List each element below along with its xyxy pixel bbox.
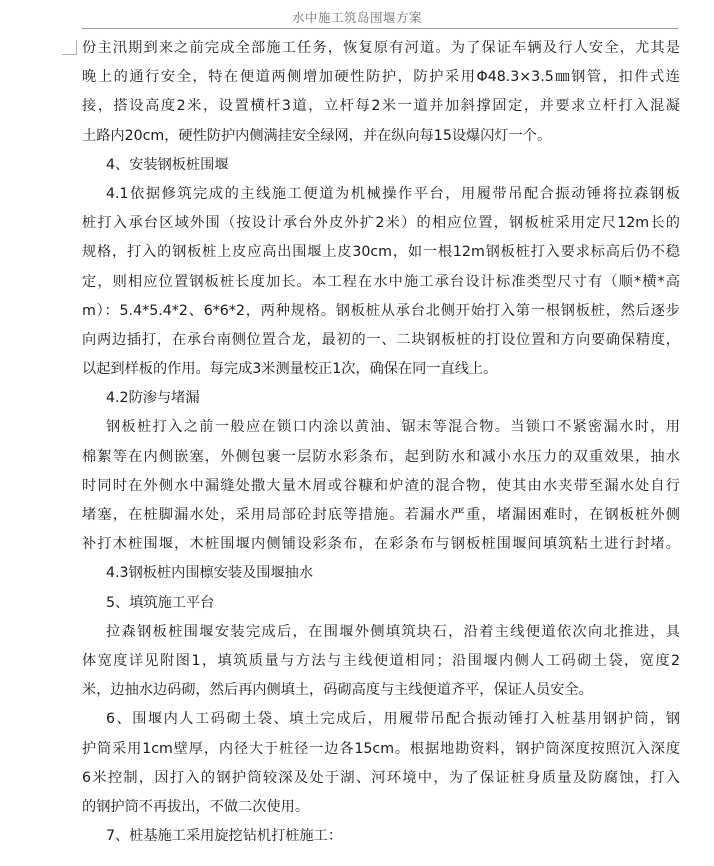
margin-corner-mark (62, 40, 77, 55)
body-text-line: 时同时在外侧水中漏缝处撒大量木屑或谷糠和炉渣的混合物，使其由水夹带至漏水处自行 (82, 477, 680, 494)
header-title: 水中施工筑岛围堰方案 (291, 10, 422, 25)
body-text-line: 定，则相应位置钢板桩长度加长。本工程在水中施工承台设计标准类型尺寸有（顺*横*高 (82, 273, 680, 290)
body-text-line: 5、填筑施工平台 (106, 594, 215, 611)
body-text-line: 的钢护筒不再拔出，不做二次使用。 (82, 798, 310, 815)
body-text-line: 钢板桩打入之前一般应在锁口内涂以黄油、锯末等混合物。当锁口不紧密漏水时，用 (106, 419, 680, 436)
body-text-line: 规格，打入的钢板桩上皮应高出围堰上皮30cm，如一根12m钢板桩打入要求标高后仍不稳 (82, 244, 680, 261)
body-text-line: 7、桩基施工采用旋挖钻机打桩施工： (106, 828, 343, 845)
body-text-line: 补打木桩围堰，木桩围堰内侧铺设彩条布，在彩条布与钢板桩围堰间填筑粘土进行封堵。 (82, 536, 680, 553)
body-text-line: 土路内20cm，硬性防护内侧满挂安全绿网，并在纵向每15设爆闪灯一个。 (82, 127, 552, 144)
body-text-line: 6、围堰内人工码砌土袋、填土完成后，用履带吊配合振动锤打入桩基用钢护筒，钢 (106, 711, 680, 728)
body-text-line: 桩打入承台区域外围（按设计承台外皮外扩2米）的相应位置，钢板桩采用定尺12m长的 (82, 215, 680, 232)
document-body (82, 34, 680, 851)
body-text-line: 接，搭设高度2米，设置横杆3道，立杆每2米一道并加斜撑固定，并要求立杆打入混凝 (82, 98, 680, 115)
body-text-line: 6米控制，因打入的钢护筒较深及处于湖、河环境中，为了保证桩身质量及防腐蚀，打入 (82, 769, 680, 786)
body-text-line: 4、安装钢板桩围堰 (106, 156, 229, 173)
body-text-line: 4.1依据修筑完成的主线施工便道为机械操作平台，用履带吊配合振动锤将拉森钢板 (106, 185, 680, 202)
page-header (0, 0, 714, 30)
body-text-line: 4.2防渗与堵漏 (106, 390, 200, 407)
body-text-line: 棉絮等在内侧嵌塞，外侧包裹一层防水彩条布，起到防水和减小水压力的双重效果，抽水 (82, 448, 680, 465)
body-text-line: m）：5.4*5.4*2、6*6*2，两种规格。钢板桩从承台北侧开始打入第一根钢板桩，然后逐步 (82, 302, 680, 319)
body-text-line: 份主汛期到来之前完成全部施工任务，恢复原有河道。为了保证车辆及行人安全，尤其是 (82, 40, 680, 56)
body-text-line: 护筒采用1cm壁厚，内径大于桩径一边各15cm。根据地勘资料，钢护筒深度按照沉入深度 (82, 740, 680, 757)
body-text-line: 4.3钢板桩内围檩安装及围堰抽水 (106, 565, 314, 582)
body-text-line: 堵塞，在桩脚漏水处，采用局部砼封底等措施。若漏水严重，堵漏困难时，在钢板桩外侧 (82, 507, 680, 523)
body-text-line: 向两边插打，在承台南侧位置合龙，最初的一、二块钢板桩的打设位置和方向要确保精度， (82, 331, 680, 348)
body-text-line: 晚上的通行安全，特在便道两侧增加硬性防护，防护采用Φ48.3×3.5㎜钢管，扣件式连 (82, 69, 680, 86)
body-text-line: 以起到样板的作用。每完成3米测量校正1次，确保在同一直线上。 (82, 361, 498, 378)
body-text-line: 米，边抽水边码砌，然后再内侧填土，码砌高度与主线便道齐平，保证人员安全。 (82, 682, 593, 699)
body-text-line: 拉森钢板桩围堰安装完成后，在围堰外侧填筑块石，沿着主线便道依次向北推进，具 (106, 623, 680, 640)
header-rule (82, 28, 678, 29)
body-text-line: 体宽度详见附图1，填筑质量与方法与主线便道相同；沿围堰内侧人工码砌土袋，宽度2 (82, 652, 680, 669)
